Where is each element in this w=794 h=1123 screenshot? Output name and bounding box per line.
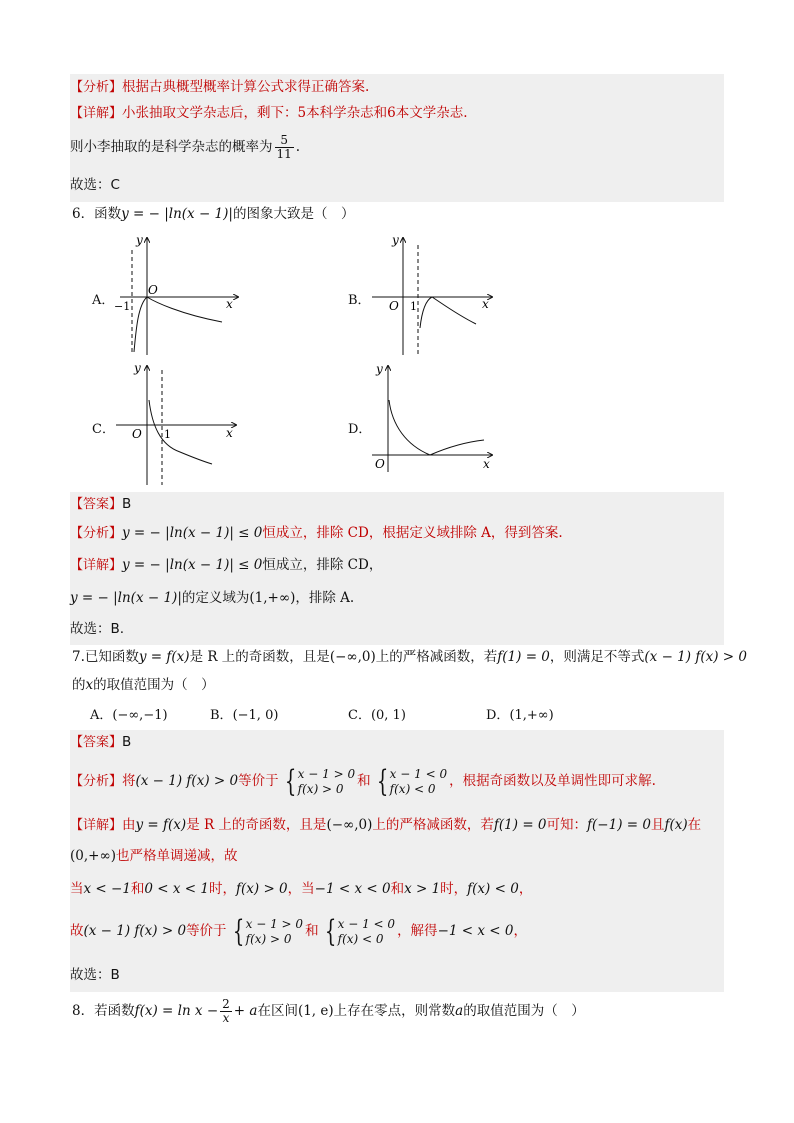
q7-choose-line: 故选：B: [70, 967, 120, 983]
q7-option-d: D．(1,+∞): [486, 708, 554, 723]
analysis-label: 【分析】: [70, 80, 123, 95]
q6-detail-line: 【详解】y = − |ln(x − 1)| ≤ 0恒成立，排除 CD，: [70, 557, 383, 573]
svg-text:x: x: [226, 426, 233, 440]
svg-text:y: y: [134, 361, 141, 375]
svg-text:O: O: [132, 427, 142, 441]
q6-solution-block: [70, 492, 724, 645]
q7-option-c: C．(0, 1): [348, 708, 406, 723]
system-brace-2: { x − 1 < 0 f(x) < 0: [376, 763, 448, 799]
q5-probability-line: 则小李抽取的是科学杂志的概率为 $\frac{5}{11}$ .: [70, 133, 301, 161]
q6-option-c-label: C．: [92, 422, 115, 437]
svg-text:1: 1: [164, 428, 171, 441]
system-brace-4: { x − 1 < 0 f(x) < 0: [324, 913, 396, 949]
svg-text:x: x: [483, 457, 490, 471]
q6-answer-line: 【答案】B: [70, 496, 132, 512]
q7-answer-line: 【答案】B: [70, 734, 132, 750]
q7-detail-line4: 故(x − 1) f(x) > 0等价于 { x − 1 > 0 f(x) > 0 和 { x − 1 < 0 f(x) < 0 ，解得−1 < x < 0，: [70, 913, 527, 949]
svg-text:y: y: [136, 233, 143, 247]
svg-text:O: O: [148, 283, 158, 297]
q7-option-a: A．(−∞,−1): [90, 708, 168, 723]
svg-text:1: 1: [410, 300, 417, 313]
q8-stem: 8．若函数f(x) = ln x − $\frac{2}{x}$ + a在区间(1, e)上存在零点，则常数a的取值范围为（ ）: [72, 997, 585, 1025]
svg-text:y: y: [392, 233, 399, 247]
svg-text:O: O: [375, 457, 385, 471]
detail-label: 【详解】: [70, 106, 123, 121]
q7-detail-line1: 【详解】由y = f(x)是 R 上的奇函数，且是(−∞,0)上的严格减函数，若f(1) = 0可知：f(−1) = 0且f(x)在: [70, 817, 702, 833]
q5-solution-block: [70, 74, 724, 202]
q6-graph-b: [366, 230, 506, 360]
q7-stem-line2: 的x的取值范围为（ ）: [72, 677, 215, 693]
q6-choose-line: 故选：B.: [70, 621, 125, 637]
q6-option-d-label: D．: [348, 422, 372, 437]
q6-graph-c: [110, 360, 250, 490]
q8-fraction: $\frac{2}{x}$: [222, 997, 230, 1025]
system-brace-3: { x − 1 > 0 f(x) > 0: [232, 913, 304, 949]
svg-text:y: y: [376, 362, 383, 376]
svg-text:O: O: [389, 299, 399, 313]
q7-analysis-line: 【分析】将(x − 1) f(x) > 0等价于 { x − 1 > 0 f(x) > 0 和 { x − 1 < 0 f(x) < 0 ，根据奇函数以及单调性即可求解.: [70, 763, 656, 799]
q6-formula: y = − |ln(x − 1)|: [121, 206, 233, 222]
q6-domain-line: y = − |ln(x − 1)|的定义域为(1,+∞)，排除 A.: [70, 590, 355, 606]
svg-text:x: x: [482, 297, 489, 311]
q7-detail-line2: (0,+∞)也严格单调递减，故: [70, 848, 238, 864]
q6-graph-a: [110, 230, 250, 360]
svg-text:−1: −1: [114, 300, 131, 313]
q7-solution-block: [70, 730, 724, 992]
q6-option-b-label: B．: [348, 293, 371, 308]
answer-value: B: [122, 496, 132, 512]
q7-option-b: B．(−1, 0): [210, 708, 279, 723]
q5-choose-line: 故选：C: [70, 177, 120, 193]
q6-stem: 6．函数y = − |ln(x − 1)|的图象大致是（ ）: [72, 206, 355, 222]
probability-fraction: $\frac{5}{11}$: [276, 133, 292, 161]
q6-option-a-label: A．: [92, 293, 115, 308]
system-brace-1: { x − 1 > 0 f(x) > 0: [284, 763, 356, 799]
q7-detail-line3: 当x < −1和0 < x < 1时，f(x) > 0，当−1 < x < 0和x > 1时，f(x) < 0，: [70, 881, 533, 897]
q5-detail-line: 【详解】小张抽取文学杂志后，剩下：5本科学杂志和6本文学杂志.: [70, 105, 468, 121]
q7-stem-line1: 7.已知函数y = f(x)是 R 上的奇函数，且是(−∞,0)上的严格减函数，若f(1) = 0，则满足不等式(x − 1) f(x) > 0: [72, 649, 747, 665]
analysis-text: 根据古典概型概率计算公式求得正确答案.: [122, 79, 370, 95]
svg-text:x: x: [226, 297, 233, 311]
q5-analysis-line: [70, 78, 369, 97]
q6-graph-d: [366, 360, 506, 490]
q6-analysis-line: 【分析】y = − |ln(x − 1)| ≤ 0恒成立，排除 CD，根据定义域排除 A，得到答案.: [70, 525, 563, 541]
answer-value: B: [122, 734, 132, 750]
